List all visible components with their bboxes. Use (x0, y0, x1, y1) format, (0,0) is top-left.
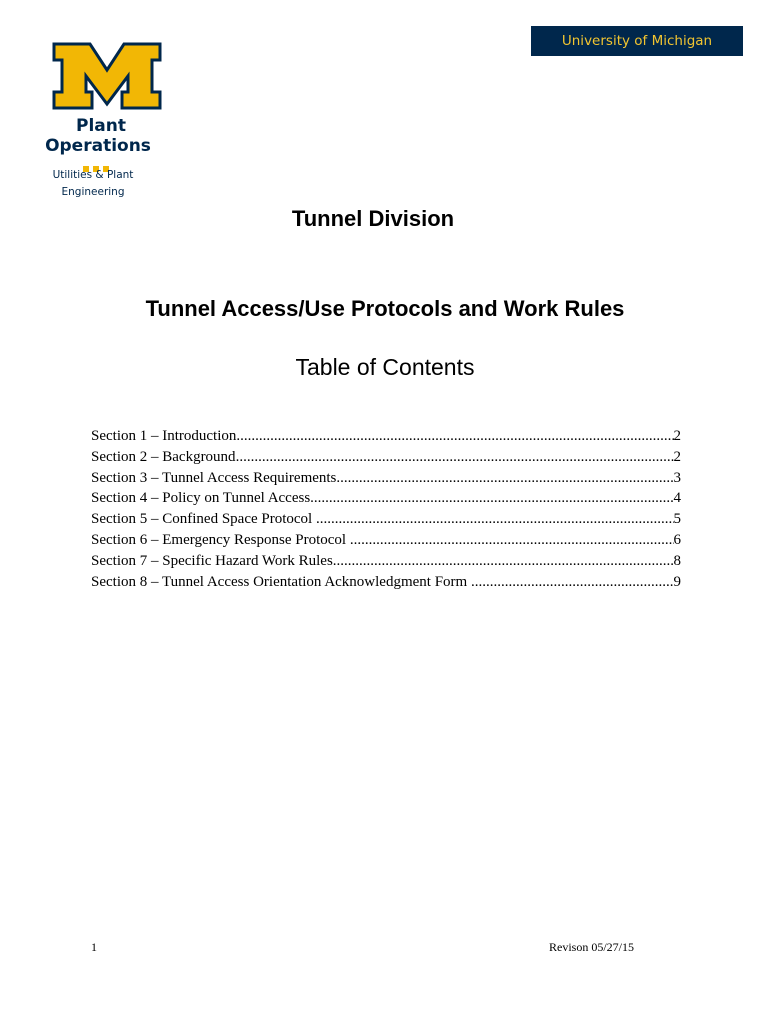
toc-entry[interactable] (91, 551, 681, 572)
toc-entry-page: 9 (673, 573, 681, 590)
toc-entry-label: Section 1 – Introduction (91, 428, 237, 444)
toc-entry-label: Section 3 – Tunnel Access Requirements (91, 469, 337, 486)
toc-entry[interactable] (91, 468, 681, 489)
toc-leader (471, 572, 674, 593)
document-title: Tunnel Division (291, 206, 455, 231)
toc-entry-label: Section 8 – Tunnel Access Orientation Acknowledgment Form (91, 573, 471, 590)
block-m-icon (52, 40, 162, 112)
toc-entry[interactable] (91, 509, 681, 530)
toc-leader (236, 447, 674, 468)
toc-entry-page: 2 (673, 428, 681, 444)
toc-entry-page: 4 (673, 490, 681, 507)
toc-leader (333, 551, 674, 572)
university-banner: University of Michigan (531, 26, 743, 56)
toc-leader (316, 509, 674, 530)
toc-heading: Table of Contents (295, 354, 475, 380)
toc-entry-page: 2 (673, 448, 681, 465)
toc-leader (350, 530, 674, 551)
toc-entry-label: Section 6 – Emergency Response Protocol (91, 531, 350, 548)
toc-entry-label: Section 2 – Background (91, 448, 236, 465)
toc-leader (236, 426, 673, 447)
toc-entry[interactable] (91, 572, 681, 593)
toc-entry-label: Section 7 – Specific Hazard Work Rules (91, 552, 333, 569)
toc-entry[interactable] (91, 488, 681, 509)
toc-entry-page: 5 (673, 511, 681, 528)
logo-operations-text: Operations (45, 136, 151, 156)
logo-plant-text: Plant (76, 116, 126, 136)
page-number: 1 (91, 940, 97, 954)
toc-entry-page: 6 (673, 531, 681, 548)
toc-entry[interactable] (91, 426, 681, 447)
toc-leader (336, 468, 673, 489)
logo-subtitle-line1: Utilities & Plant (52, 169, 134, 181)
toc-entry-page: 3 (673, 469, 681, 486)
revision-date: Revison 05/27/15 (548, 940, 634, 954)
toc-entry[interactable] (91, 530, 681, 551)
toc-entry[interactable] (91, 447, 681, 468)
logo-subtitle-line2: Engineering (61, 186, 125, 198)
toc-entry-page: 8 (673, 552, 681, 569)
toc-leader (310, 488, 673, 509)
table-of-contents (91, 426, 681, 592)
toc-entry-label: Section 5 – Confined Space Protocol (91, 511, 316, 528)
plant-operations-logo (28, 38, 178, 208)
document-subtitle: Tunnel Access/Use Protocols and Work Rules (145, 296, 625, 321)
toc-entry-label: Section 4 – Policy on Tunnel Access (91, 490, 311, 507)
